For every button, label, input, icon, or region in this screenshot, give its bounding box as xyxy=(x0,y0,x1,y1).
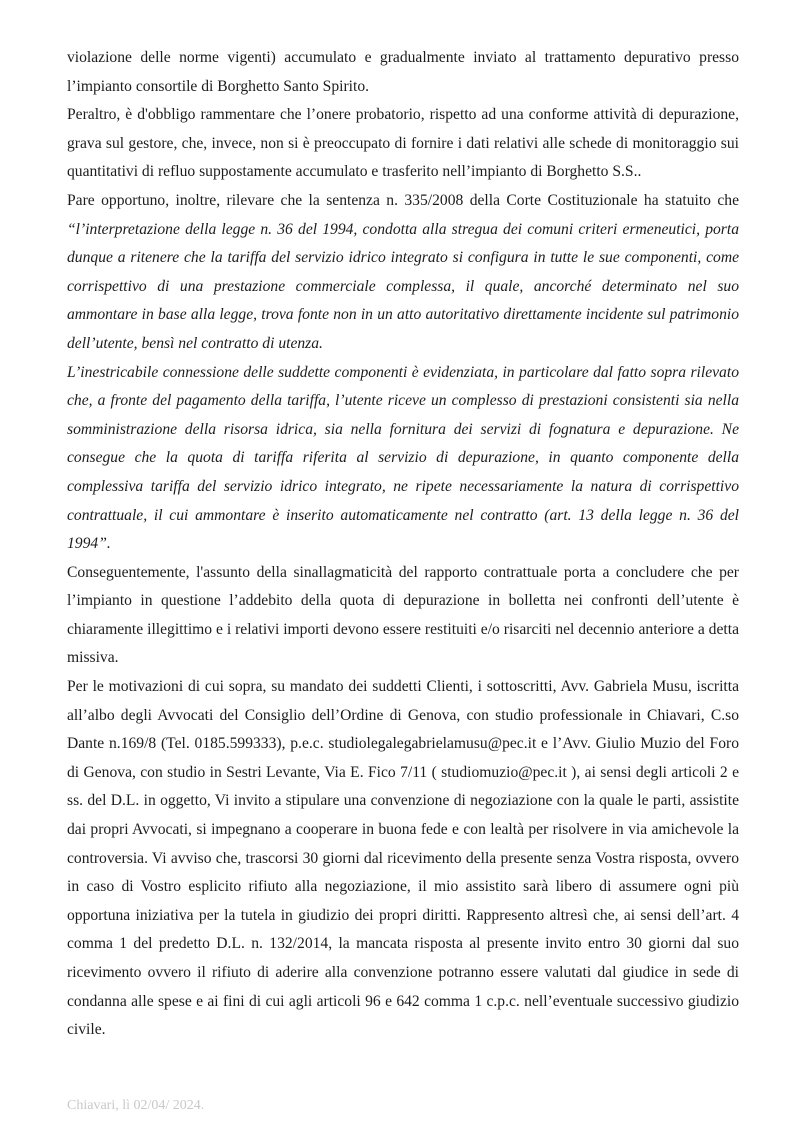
paragraph-6: Per le motivazioni di cui sopra, su mandato dei suddetti Clienti, i sottoscritti, Avv. Gabriela Musu, iscritta all’albo degli Avvocati del Consiglio dell’Ordine di Genova, con studio professionale in Chiavari, C.so Dante n.169/8 (Tel. 0185.599333), p.e.c. studiolegalegabrielamusu@pec.it e l’Avv. Giulio Muzio del Foro di Genova, con studio in Sestri Levante, Via E. Fico 7/11 ( studiomuzio@pec.it ), ai sensi degli articoli 2 e ss. del D.L. in oggetto, Vi invito a stipulare una convenzione di negoziazione con la quale le parti, assistite dai propri Avvocati, si impegnano a cooperare in buona fede e con lealtà per risolvere in via amichevole la controversia. Vi avviso che, trascorsi 30 giorni dal ricevimento della presente senza Vostra risposta, ovvero in caso di Vostro esplicito rifiuto alla negoziazione, il mio assistito sarà libero di assumere ogni più opportuna iniziativa per la tutela in giudizio dei propri diritti. Rappresento altresì che, ai sensi dell’art. 4 comma 1 del predetto D.L. n. 132/2014, la mancata risposta al presente invito entro 30 giorni dal suo ricevimento ovvero il rifiuto di aderire alla convenzione potranno essere valutati dal giudice in sede di condanna alle spese e ai fini di cui agli articoli 96 e 642 comma 1 c.p.c. nell’eventuale successivo giudizio civile. xyxy=(67,678,739,1039)
paragraph-4-quote: L’inestricabile connessione delle suddette componenti è evidenziata, in particolare dal fatto sopra rilevato che, a fronte del pagamento della tariffa, l’utente riceve un complesso di prestazioni consistenti sia nella somministrazione della risorsa idrica, sia nella fornitura dei servizi di fognatura e depurazione. Ne consegue che la quota di tariffa riferita al servizio di depurazione, in quanto componente della complessiva tariffa del servizio idrico integrato, ne ripete necessariamente la natura di corrispettivo contrattuale, il cui ammontare è inserito automaticamente nel contratto (art. 13 della legge n. 36 del 1994”. xyxy=(67,363,739,553)
paragraph-2: Peraltro, è d'obbligo rammentare che l’onere probatorio, rispetto ad una conforme attività di depurazione, grava sul gestore, che, invece, non si è preoccupato di fornire i dati relativi alle schede di monitoraggio sui quantitativi di refluo suppostamente accumulato e trasferito nell’impianto di Borghetto S.S.. xyxy=(67,106,739,181)
paragraph-1: violazione delle norme vigenti) accumulato e gradualmente inviato al trattamento depurativo presso l’impianto consortile di Borghetto Santo Spirito. xyxy=(67,49,739,95)
date-line: Chiavari, lì 02/04/ 2024. xyxy=(67,1098,205,1113)
paragraph-5: Conseguentemente, l'assunto della sinallagmaticità del rapporto contrattuale porta a concludere che per l’impianto in questione l’addebito della quota di depurazione in bolletta nei confronti dell’utente è chiaramente illegittimo e i relativi importi devono essere restituiti e/o risarciti nel decennio anteriore a detta missiva. xyxy=(67,563,739,667)
document-body xyxy=(67,44,739,1045)
paragraph-3-lead: Pare opportuno, inoltre, rilevare che la sentenza n. 335/2008 della Corte Costituzionale ha statuito che xyxy=(67,191,739,209)
court-quote: “l’interpretazione della legge n. 36 del 1994, condotta alla stregua dei comuni criteri ermeneutici, porta dunque a ritenere che la tariffa del servizio idrico integrato si configura in tutte le sue componenti, come corrispettivo di una prestazione commerciale complessa, il quale, ancorché determinato nel suo ammontare in base alla legge, trova fonte non in un atto autoritativo direttamente incidente sul patrimonio dell’utente, bensì nel contratto di utenza. xyxy=(67,220,739,352)
paragraph-3 xyxy=(67,187,739,359)
